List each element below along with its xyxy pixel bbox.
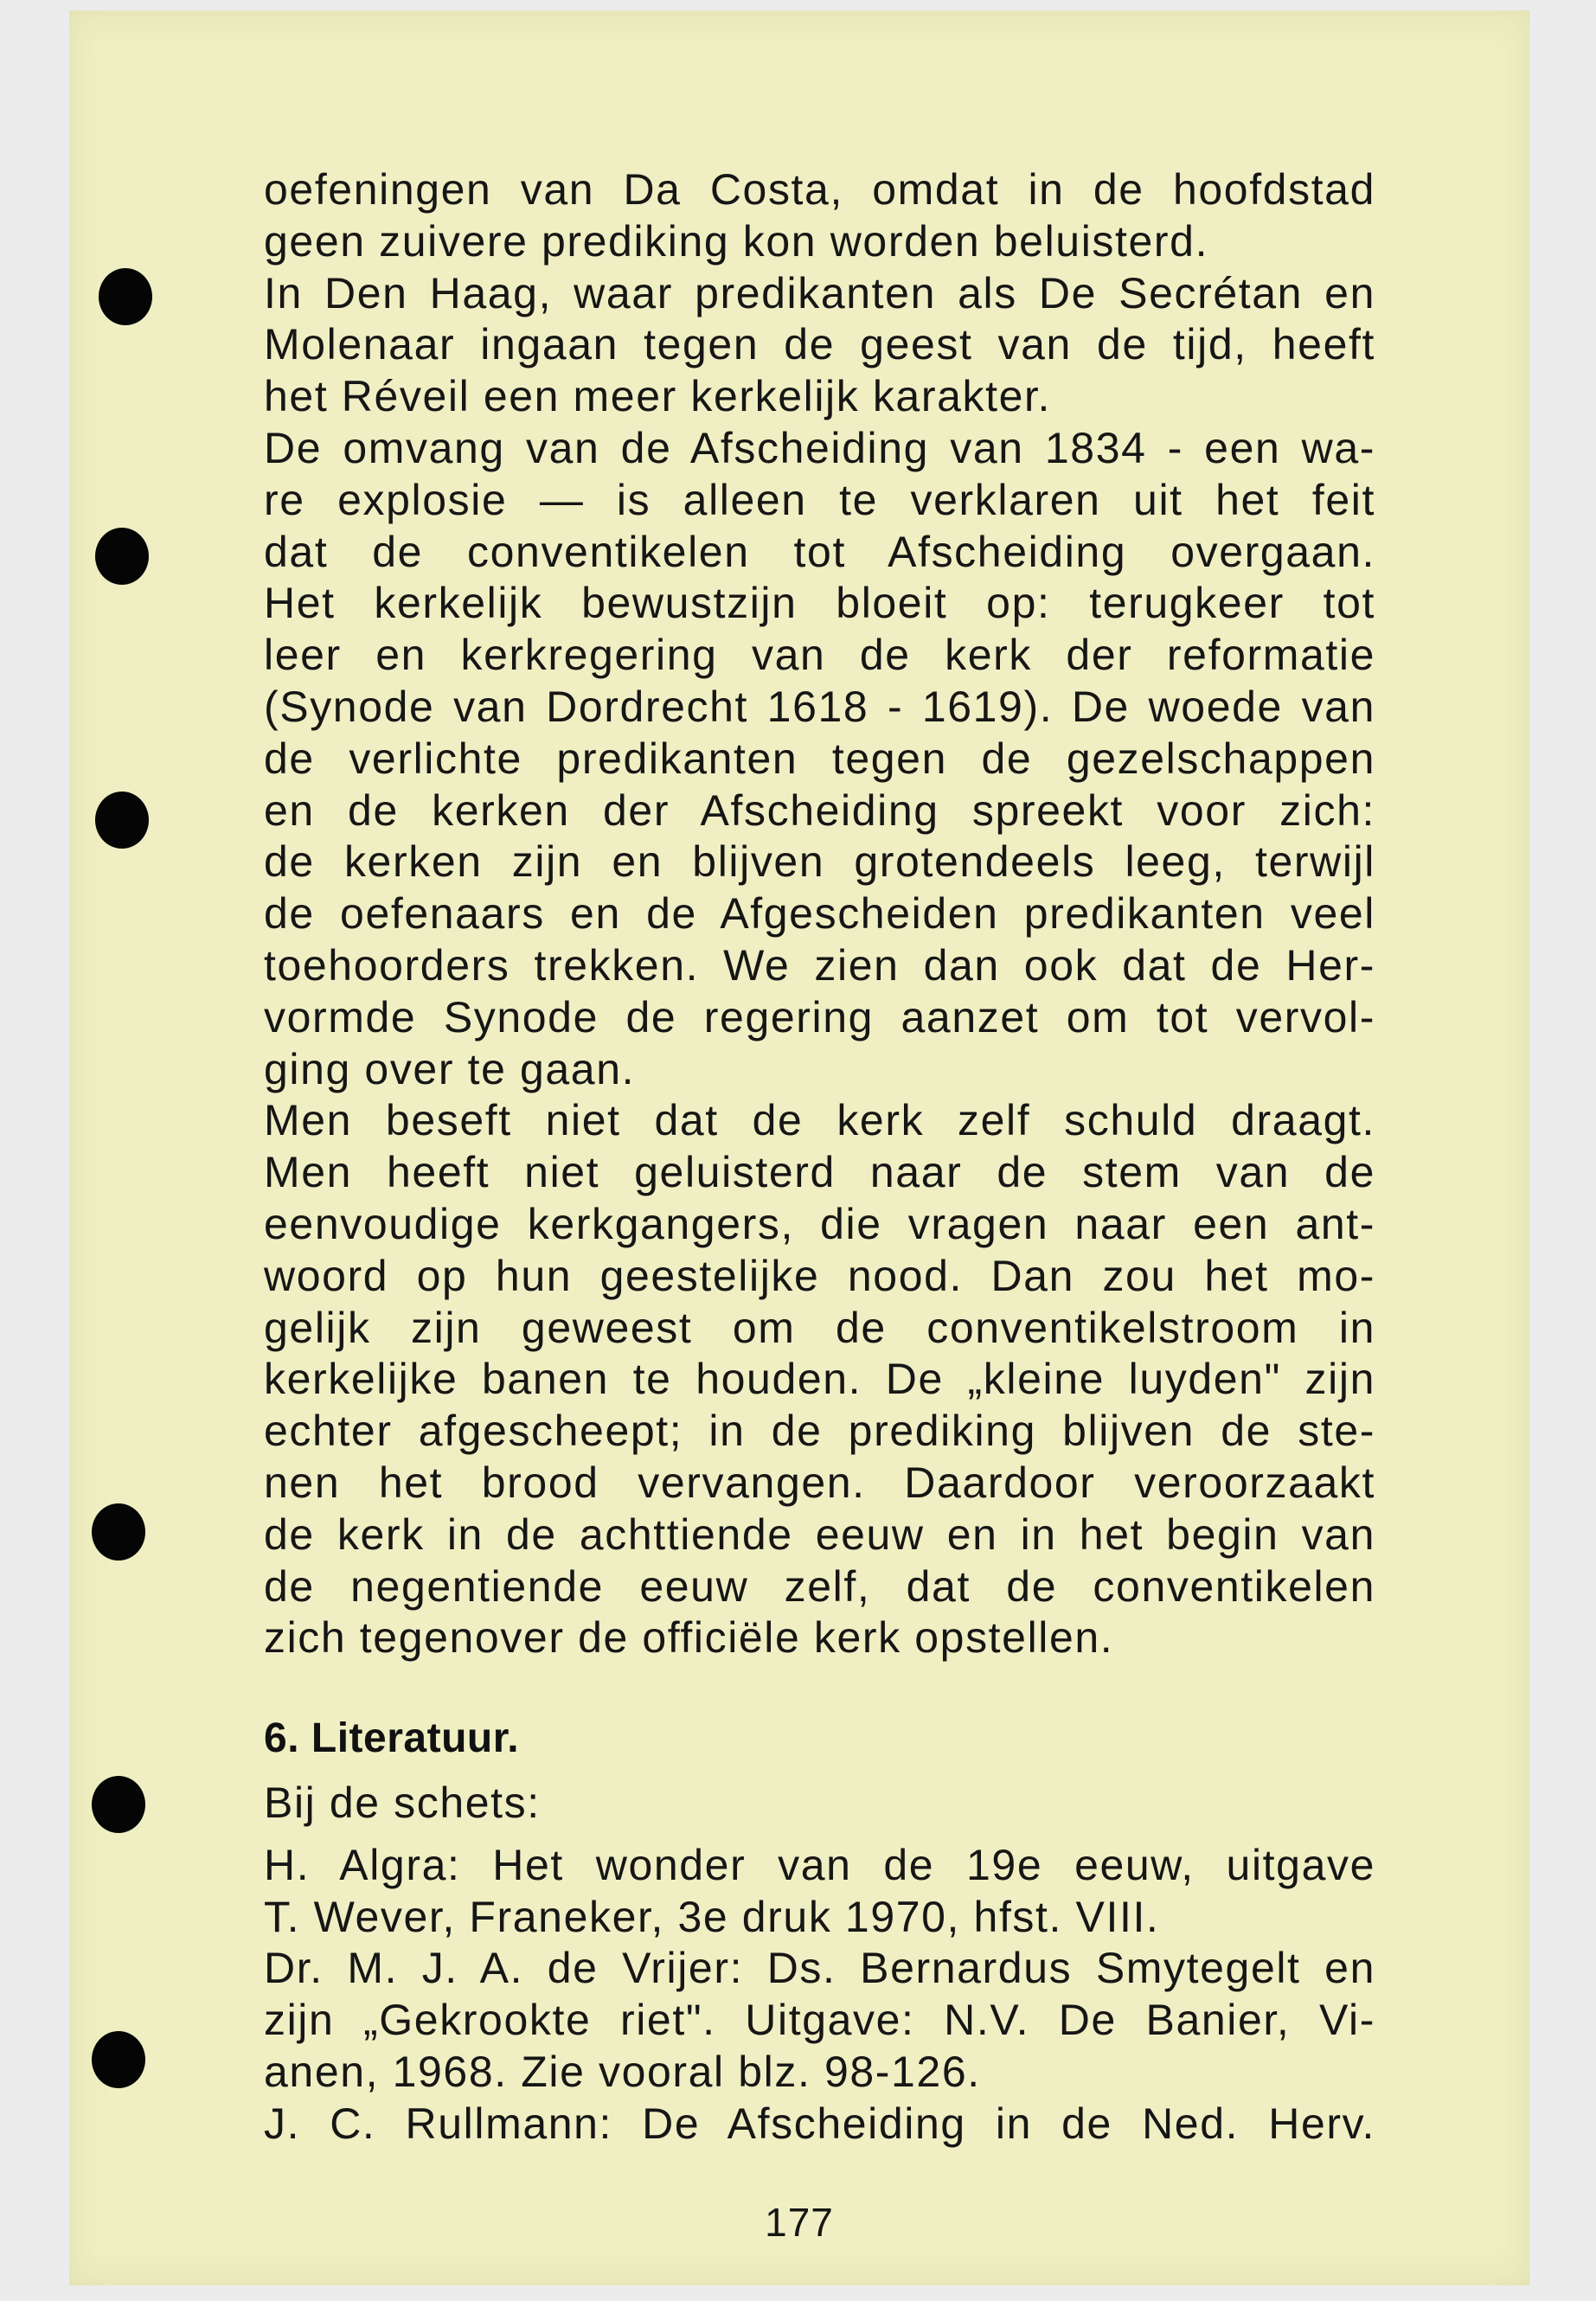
- body-text: [264, 164, 1375, 1664]
- punch-hole-5: [92, 1776, 145, 1833]
- body-line: echter afgescheept; in de prediking blijven de ste-: [264, 1407, 1375, 1456]
- body-line: de oefenaars en de Afgescheiden predikanten veel: [264, 889, 1375, 939]
- body-line: leer en kerkregering van de kerk der reformatie: [264, 631, 1375, 680]
- literature-line: J. C. Rullmann: De Afscheiding in de Ned. Herv.: [264, 2099, 1375, 2148]
- body-line: dat de conventikelen tot Afscheiding overgaan.: [264, 527, 1375, 576]
- literature-line: anen, 1968. Zie vooral blz. 98-126.: [264, 2047, 981, 2096]
- body-line: (Synode van Dordrecht 1618 - 1619). De woede van: [264, 682, 1375, 731]
- punch-hole-6: [92, 2031, 145, 2088]
- body-line: zich tegenover de officiële kerk opstellen.: [264, 1613, 1114, 1663]
- body-line: vormde Synode de regering aanzet om tot vervol-: [264, 992, 1375, 1042]
- body-line: en de kerken der Afscheiding spreekt voor zich:: [264, 785, 1375, 835]
- literature-line: T. Wever, Franeker, 3e druk 1970, hfst. VIII.: [264, 1892, 1160, 1941]
- body-line: de kerken zijn en blijven grotendeels leeg, terwijl: [264, 837, 1375, 887]
- section-heading: 6. Literatuur.: [264, 1715, 520, 1761]
- book-page: [69, 10, 1529, 2285]
- literature-line: Dr. M. J. A. de Vrijer: Ds. Bernardus Smytegelt en: [264, 1944, 1375, 1993]
- page-number: 177: [765, 2200, 834, 2245]
- punch-hole-3: [95, 792, 149, 849]
- body-line: toehoorders trekken. We zien dan ook dat de Her-: [264, 940, 1375, 990]
- punch-hole-2: [95, 528, 149, 585]
- body-line: de verlichte predikanten tegen de gezelschappen: [264, 734, 1375, 783]
- punch-hole-1: [99, 268, 152, 325]
- body-line: woord op hun geestelijke nood. Dan zou het mo-: [264, 1251, 1375, 1300]
- literature-line: H. Algra: Het wonder van de 19e eeuw, uitgave: [264, 1840, 1375, 1889]
- body-line: oefeningen van Da Costa, omdat in de hoofdstad: [264, 165, 1375, 214]
- body-line: gelijk zijn geweest om de conventikelstroom in: [264, 1303, 1375, 1352]
- body-line: het Réveil een meer kerkelijk karakter.: [264, 372, 1051, 421]
- literature-list: [264, 1778, 1375, 2150]
- body-line: Molenaar ingaan tegen de geest van de tijd, heeft: [264, 320, 1375, 369]
- body-line: de negentiende eeuw zelf, dat de conventikelen: [264, 1561, 1375, 1611]
- body-line: de kerk in de achttiende eeuw en in het begin van: [264, 1509, 1375, 1559]
- body-line: Men beseft niet dat de kerk zelf schuld draagt.: [264, 1096, 1375, 1145]
- punch-hole-4: [92, 1503, 145, 1561]
- body-line: re explosie — is alleen te verklaren uit het feit: [264, 475, 1375, 524]
- body-line: kerkelijke banen te houden. De „kleine luyden" zijn: [264, 1355, 1375, 1404]
- body-line: In Den Haag, waar predikanten als De Secrétan en: [264, 268, 1375, 317]
- body-line: eenvoudige kerkgangers, die vragen naar een ant-: [264, 1199, 1375, 1248]
- body-line: Het kerkelijk bewustzijn bloeit op: terugkeer tot: [264, 579, 1375, 628]
- body-line: ging over te gaan.: [264, 1044, 636, 1093]
- body-line: geen zuivere prediking kon worden beluisterd.: [264, 216, 1209, 266]
- body-line: nen het brood vervangen. Daardoor veroorzaakt: [264, 1458, 1375, 1507]
- body-line: De omvang van de Afscheiding van 1834 - een wa-: [264, 423, 1375, 472]
- literature-intro: Bij de schets:: [264, 1779, 541, 1827]
- literature-line: zijn „Gekrookte riet". Uitgave: N.V. De Banier, Vi-: [264, 1996, 1375, 2045]
- body-line: Men heeft niet geluisterd naar de stem van de: [264, 1148, 1375, 1197]
